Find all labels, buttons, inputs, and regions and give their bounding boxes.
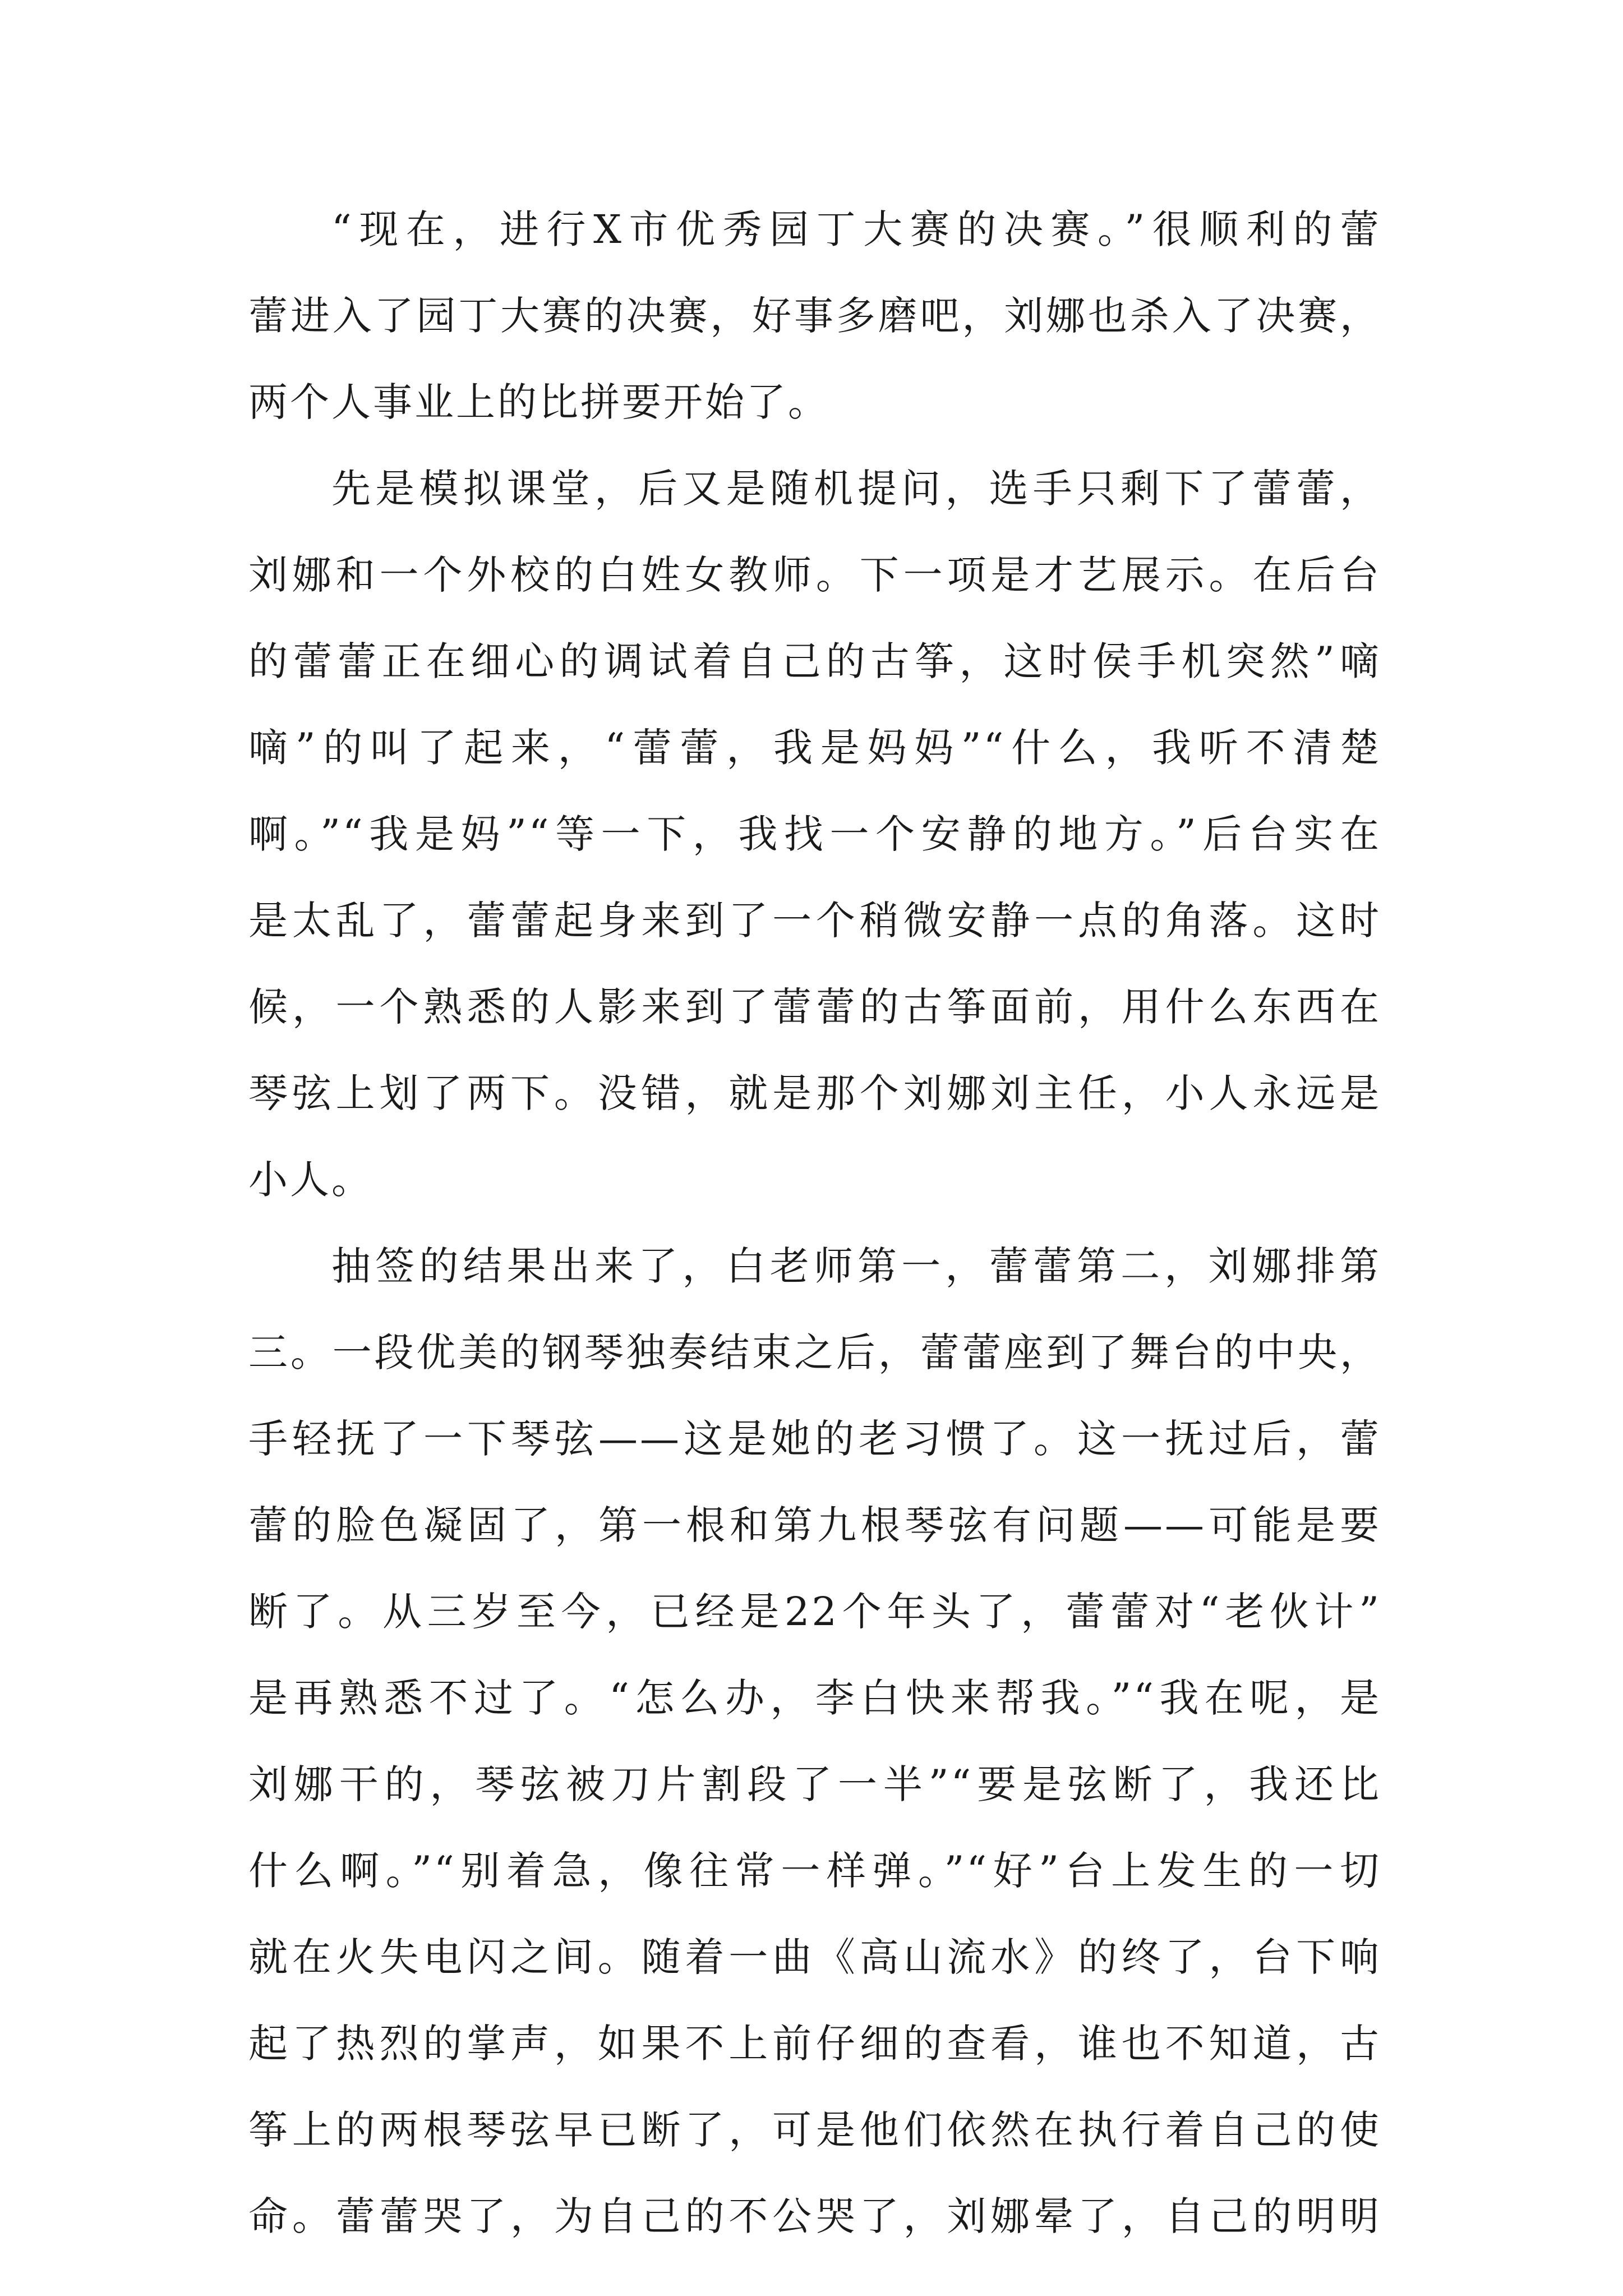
paragraph-3-line-10: 起了热烈的掌声，如果不上前仔细的查看，谁也不知道，古 (248, 2021, 1381, 2067)
paragraph-3-line-2: 三。一段优美的钢琴独奏结束之后，蕾蕾座到了舞台的中央， (248, 1329, 1381, 1375)
paragraph-2-line-6: 是太乱了，蕾蕾起身来到了一个稍微安静一点的角落。这时 (248, 898, 1381, 944)
paragraph-3-line-7: 刘娜干的，琴弦被刀片割段了一半”“要是弦断了，我还比 (248, 1761, 1381, 1807)
paragraph-1-line-2: 蕾进入了园丁大赛的决赛，好事多磨吧，刘娜也杀入了决赛， (248, 293, 1381, 339)
paragraph-2-line-9: 小人。 (248, 1157, 373, 1203)
paragraph-2-line-2: 刘娜和一个外校的白姓女教师。下一项是才艺展示。在后台 (248, 552, 1381, 598)
paragraph-3-line-1: 抽签的结果出来了，白老师第一，蕾蕾第二，刘娜排第 (331, 1243, 1381, 1289)
paragraph-2-line-1: 先是模拟课堂，后又是随机提问，选手只剩下了蕾蕾， (331, 466, 1381, 512)
paragraph-3-line-11: 筝上的两根琴弦早已断了，可是他们依然在执行着自己的使 (248, 2107, 1381, 2153)
paragraph-2-line-8: 琴弦上划了两下。没错，就是那个刘娜刘主任，小人永远是 (248, 1070, 1381, 1116)
document-body (248, 186, 1381, 2260)
paragraph-3-line-5: 断了。从三岁至今，已经是22个年头了，蕾蕾对“老伙计” (248, 1589, 1381, 1635)
paragraph-3-line-6: 是再熟悉不过了。“怎么办，李白快来帮我。”“我在呢，是 (248, 1675, 1381, 1721)
paragraph-3-line-3: 手轻抚了一下琴弦——这是她的老习惯了。这一抚过后，蕾 (248, 1416, 1381, 1462)
paragraph-2-line-4: 嘀”的叫了起来，“蕾蕾，我是妈妈”“什么，我听不清楚 (248, 725, 1381, 771)
paragraph-3-line-4: 蕾的脸色凝固了，第一根和第九根琴弦有问题——可能是要 (248, 1502, 1381, 1548)
paragraph-2-line-5: 啊。”“我是妈”“等一下，我找一个安静的地方。”后台实在 (248, 811, 1381, 857)
paragraph-1-line-3: 两个人事业上的比拼要开始了。 (248, 379, 829, 425)
paragraph-3-line-8: 什么啊。”“别着急，像往常一样弹。”“好”台上发生的一切 (248, 1848, 1381, 1894)
paragraph-2-line-7: 候，一个熟悉的人影来到了蕾蕾的古筝面前，用什么东西在 (248, 984, 1381, 1030)
paragraph-2-line-3: 的蕾蕾正在细心的调试着自己的古筝，这时侯手机突然”嘀 (248, 638, 1381, 684)
paragraph-3-line-9: 就在火失电闪之间。随着一曲《高山流水》的终了，台下响 (248, 1934, 1381, 1980)
paragraph-1-line-1: “现在，进行X市优秀园丁大赛的决赛。”很顺利的蕾 (331, 206, 1381, 252)
paragraph-3-line-12: 命。蕾蕾哭了，为自己的不公哭了，刘娜晕了，自己的明明 (248, 2193, 1381, 2239)
